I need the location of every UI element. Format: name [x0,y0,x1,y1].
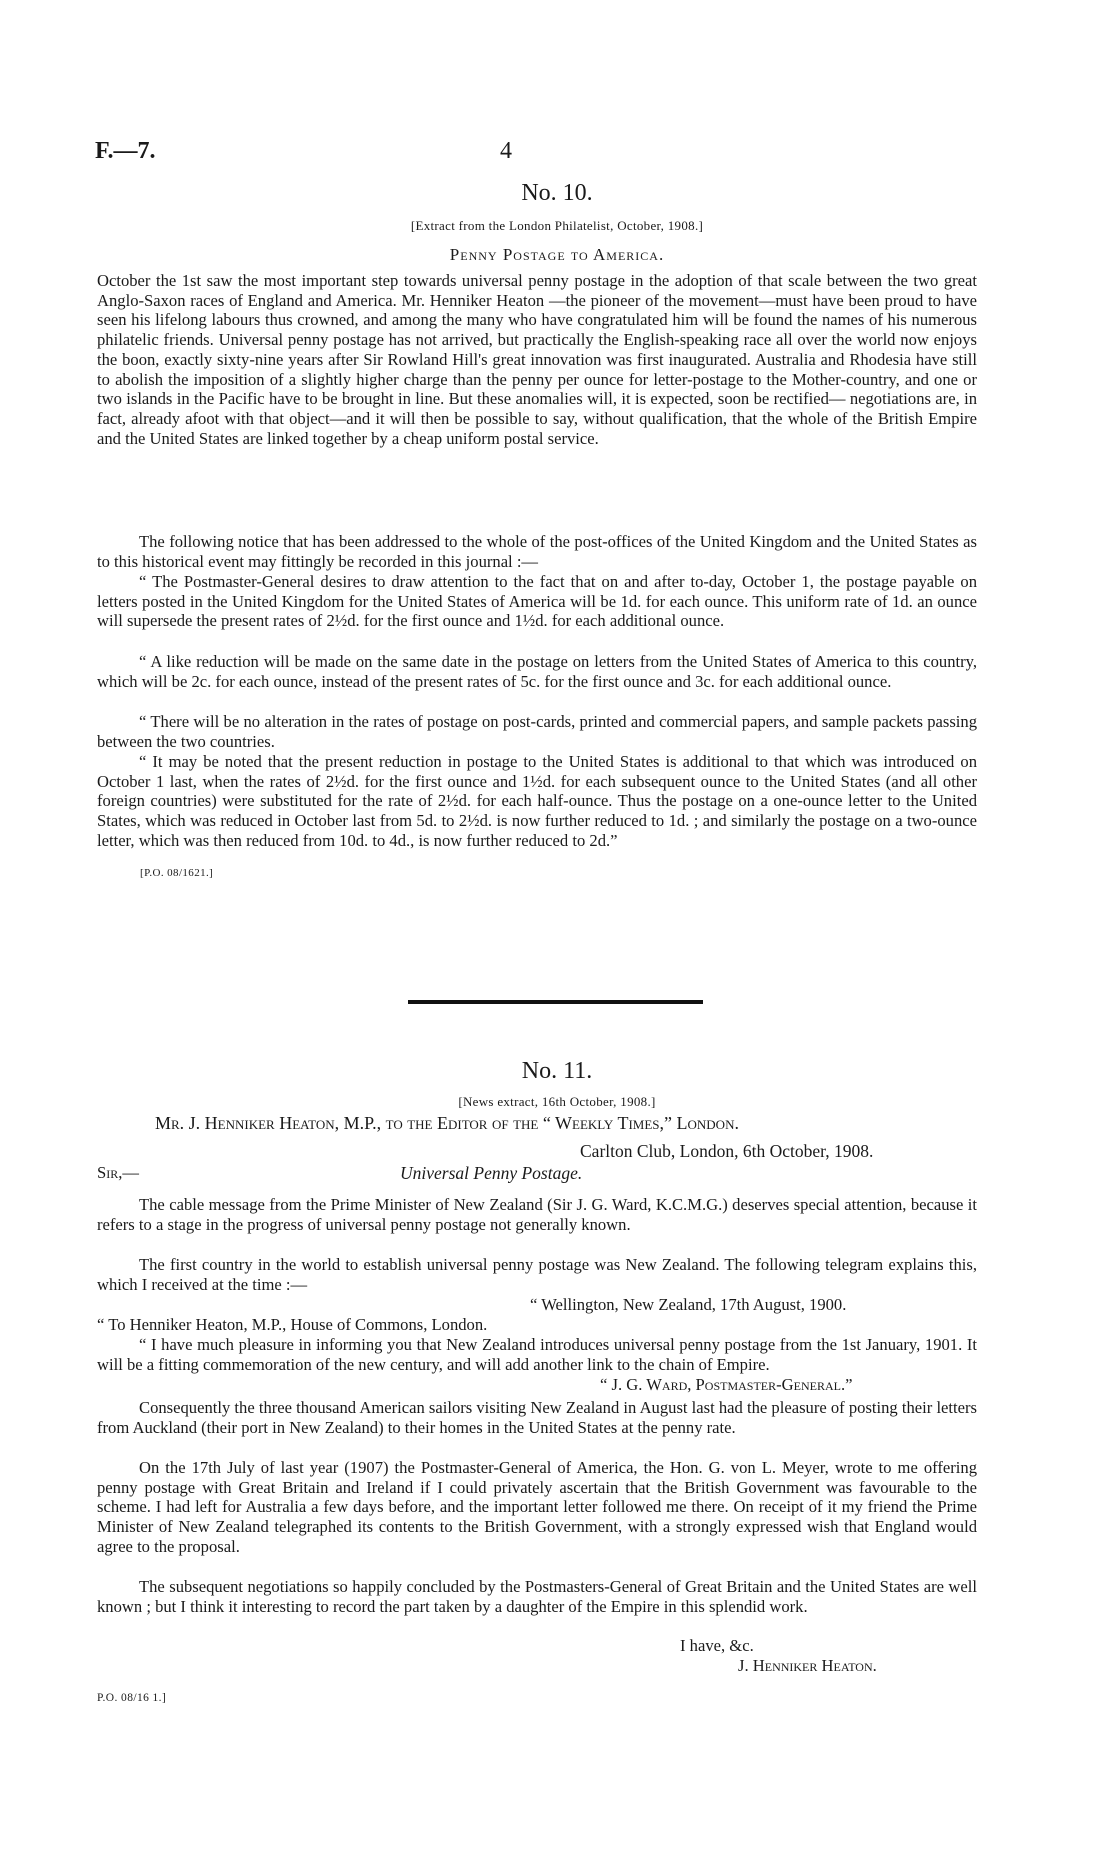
doc11-reference: P.O. 08/16 1.] [97,1692,167,1704]
doc11-closing: I have, &c. [680,1636,754,1655]
telegram-recipient: “ To Henniker Heaton, M.P., House of Commons, London. [97,1315,488,1334]
doc11-heading: Mr. J. Henniker Heaton, M.P., to the Editor of the “ Weekly Times,” London. [155,1113,739,1133]
telegram-signature: “ J. G. Ward, Postmaster-General.” [600,1375,853,1394]
doc11-paragraph-2: The first country in the world to establish universal penny postage was New Zealand. The following telegram explains this, which I received at the time :— [97,1255,977,1294]
doc10-paragraph-3: “ The Postmaster-General desires to draw attention to the fact that on and after to-day, October 1, the postage payable on letters posted in the United Kingdom for the United States of America will be 1d. for each ounce. This uniform rate of 1d. an ounce will supersede the present rates of 2½d. for the first ounce and 1½d. for each additional ounce. [97,572,977,631]
telegram-body: “ I have much pleasure in informing you that New Zealand introduces universal penny postage from the 1st January, 1901. It will be a fitting commemoration of the new century, and will add another link to the chain of Empire. [97,1335,977,1374]
doc11-signature: J. Henniker Heaton. [738,1656,877,1675]
doc11-paragraph-3: Consequently the three thousand American sailors visiting New Zealand in August last had the pleasure of posting their letters from Auckland (their port in New Zealand) to their homes in the United States at the penny rate. [97,1398,977,1437]
doc10-paragraph-4: “ A like reduction will be made on the same date in the postage on letters from the United States of America to this country, which will be 2c. for each ounce, instead of the present rates of 5c. for the first ounce and 3c. for each additional ounce. [97,652,977,691]
doc11-source: [News extract, 16th October, 1908.] [458,1094,656,1109]
doc10-paragraph-5: “ There will be no alteration in the rates of postage on post-cards, printed and commercial papers, and sample packets passing between the two countries. [97,712,977,751]
doc11-address: Carlton Club, London, 6th October, 1908. [580,1141,874,1161]
doc11-salutation: Sir,— [97,1163,139,1182]
doc10-title: Penny Postage to America. [449,245,665,264]
doc10-number: No. 10. [521,180,593,206]
doc10-reference: [P.O. 08/1621.] [140,867,214,879]
doc10-source: [Extract from the London Philatelist, October, 1908.] [410,218,704,233]
doc11-subject: Universal Penny Postage. [400,1163,583,1183]
section-code: F.—7. [95,138,156,164]
doc11-number: No. 11. [521,1058,593,1084]
telegram-date: “ Wellington, New Zealand, 17th August, 1900. [530,1295,847,1314]
section-divider [408,1000,703,1004]
doc10-paragraph-2: The following notice that has been addressed to the whole of the post-offices of the United Kingdom and the United States as to this historical event may fittingly be recorded in this journal :— [97,532,977,571]
doc10-paragraph-1: October the 1st saw the most important step towards universal penny postage in the adoption of that scale between the two great Anglo-Saxon races of England and America. Mr. Henniker Heaton —the pioneer of the movement—must have been proud to have seen his lifelong labours thus crowned, and among the many who have congratulated him will be found the names of his numerous philatelic friends. Universal penny postage has not arrived, but practically the English-speaking race all over the world now enjoys the boon, exactly sixty-nine years after Sir Rowland Hill's great innovation was first inaugurated. Australia and Rhodesia have still to abolish the imposition of a slightly higher charge than the penny per ounce for letter-postage to the Mother-country, and one or two islands in the Pacific have to be brought in line. But these anomalies will, it is expected, soon be rectified— negotiations are, in fact, already afoot with that object—and it will then be possible to say, without qualification, that the whole of the British Empire and the United States are linked together by a cheap uniform postal service. [97,271,977,448]
page-number: 4 [500,138,512,164]
doc11-paragraph-4: On the 17th July of last year (1907) the Postmaster-General of America, the Hon. G. von L. Meyer, wrote to me offering penny postage with Great Britain and Ireland if I could privately ascertain that the British Government was favourable to the scheme. I had left for Australia a few days before, and the important letter followed me there. On receipt of it my friend the Prime Minister of New Zealand telegraphed its contents to the British Government, with a strongly expressed wish that England would agree to the proposal. [97,1458,977,1556]
doc11-paragraph-5: The subsequent negotiations so happily concluded by the Postmasters-General of Great Britain and the United States are well known ; but I think it interesting to record the part taken by a daughter of the Empire in this splendid work. [97,1577,977,1616]
doc11-paragraph-1: The cable message from the Prime Minister of New Zealand (Sir J. G. Ward, K.C.M.G.) deserves special attention, because it refers to a stage in the progress of universal penny postage not generally known. [97,1195,977,1234]
doc10-paragraph-6: “ It may be noted that the present reduction in postage to the United States is additional to that which was introduced on October 1 last, when the rates of 2½d. for the first ounce and 1½d. for each subsequent ounce to the United States (and all other foreign countries) were substituted for the rate of 2½d. for each half-ounce. Thus the postage on a one-ounce letter to the United States, which was reduced in October last from 5d. to 2½d. is now further reduced to 1d. ; and similarly the postage on a two-ounce letter, which was then reduced from 10d. to 4d., is now further reduced to 2d.” [97,752,977,850]
